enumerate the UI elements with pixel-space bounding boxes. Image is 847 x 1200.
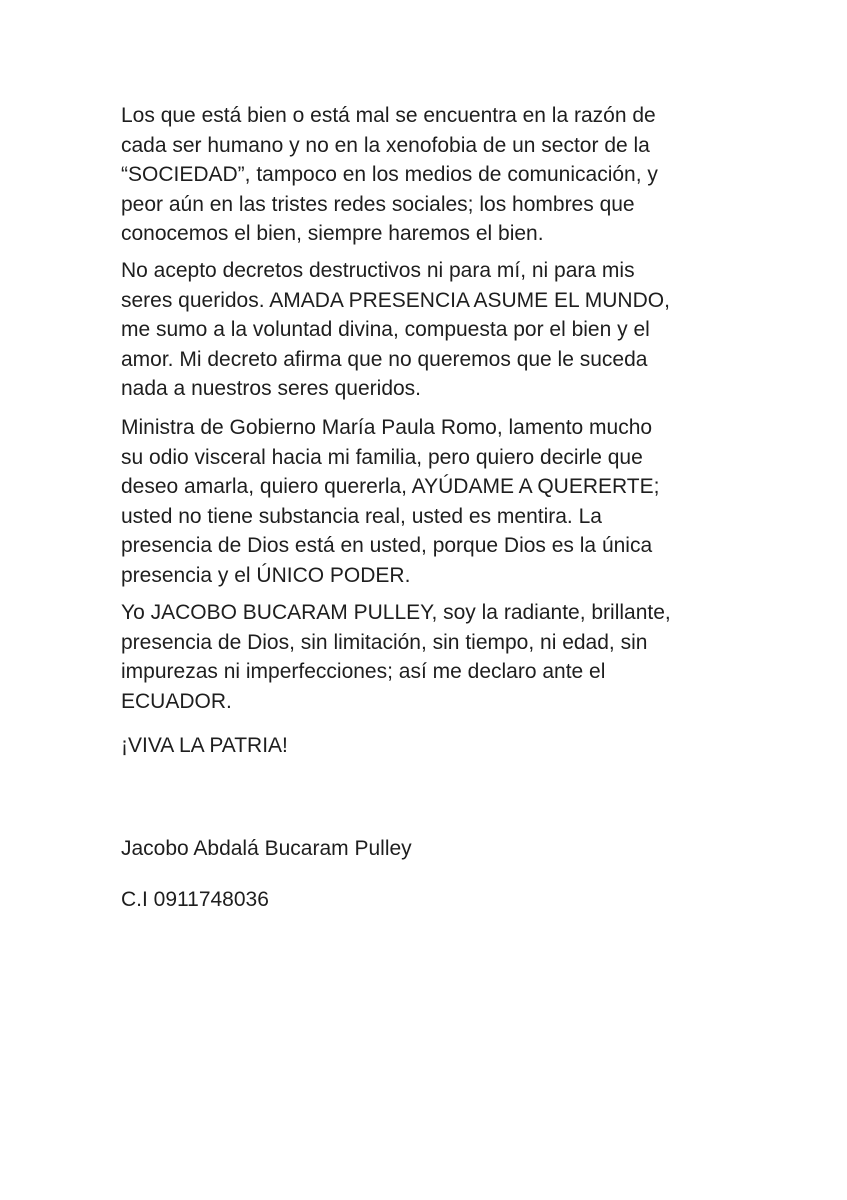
id-number <box>121 885 821 915</box>
text-line: No acepto decretos destructivos ni para mí, ni para mis <box>121 259 635 282</box>
signature-name <box>121 834 821 864</box>
text-line: “SOCIEDAD”, tampoco en los medios de comunicación, y <box>121 163 658 187</box>
text-line: peor aún en las tristes redes sociales; los hombres que <box>121 192 635 216</box>
text-line: usted no tiene substancia real, usted es mentira. La <box>121 504 602 528</box>
text-line: deseo amarla, quiero quererla, AYÚDAME A QUERERTE; <box>121 475 660 499</box>
text-line: presencia y el ÚNICO PODER. <box>121 563 411 587</box>
text-line: seres queridos. AMADA PRESENCIA ASUME EL MUNDO, <box>121 288 670 312</box>
closing-exclamation <box>121 731 821 761</box>
text-line: me sumo a la voluntad divina, compuesta por el bien y el <box>121 318 650 342</box>
text-line: impurezas ni imperfecciones; así me declaro ante el <box>121 660 606 684</box>
text-line: ECUADOR. <box>121 689 232 713</box>
text-line: presencia de Dios, sin limitación, sin tiempo, ni edad, sin <box>121 630 648 654</box>
text-line: Ministra de Gobierno María Paula Romo, lamento mucho <box>121 416 653 439</box>
paragraph-2 <box>121 256 821 404</box>
text-line: ¡VIVA LA PATRIA! <box>121 734 288 757</box>
text-line: Los que está bien o está mal se encuentra en la razón de <box>121 104 656 127</box>
text-line: Yo JACOBO BUCARAM PULLEY, soy la radiante, brillante, <box>121 601 671 624</box>
paragraph-3 <box>121 413 821 591</box>
signature-name-text: Jacobo Abdalá Bucaram Pulley <box>121 837 412 860</box>
paragraph-1 <box>121 101 821 249</box>
text-line: su odio visceral hacia mi familia, pero quiero decirle que <box>121 445 643 469</box>
text-line: nada a nuestros seres queridos. <box>121 377 422 401</box>
text-line: conocemos el bien, siempre haremos el bien. <box>121 222 544 246</box>
paragraph-4 <box>121 598 821 716</box>
text-line: amor. Mi decreto afirma que no queremos que le suceda <box>121 347 648 371</box>
id-number-text: C.I 0911748036 <box>121 888 269 911</box>
text-line: presencia de Dios está en usted, porque Dios es la única <box>121 534 653 558</box>
text-line: cada ser humano y no en la xenofobia de un sector de la <box>121 133 650 157</box>
